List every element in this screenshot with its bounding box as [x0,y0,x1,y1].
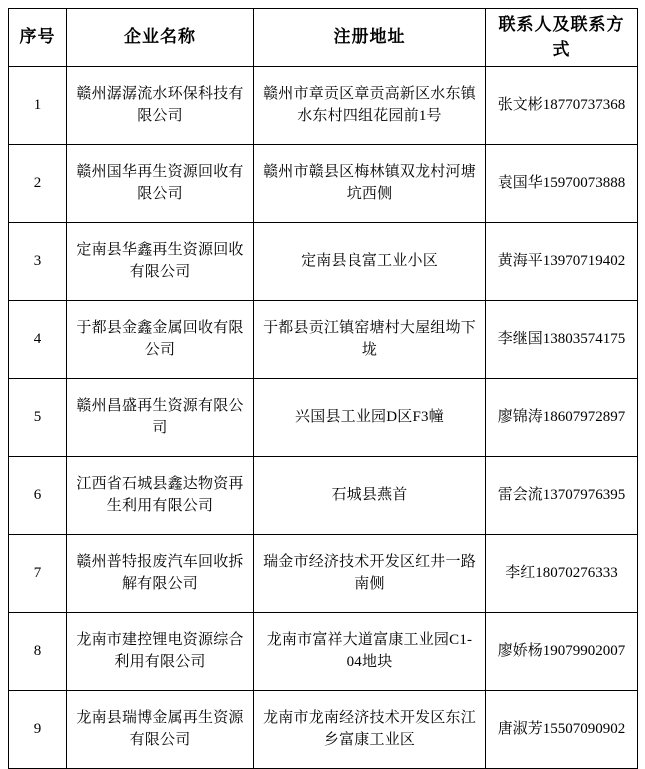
table-row [9,457,638,535]
cell-contact: 张文彬18770737368 [486,67,638,145]
table-row [9,145,638,223]
table-header [9,9,638,67]
cell-address: 瑞金市经济技术开发区红井一路南侧 [254,535,486,613]
cell-address: 赣州市章贡区章贡高新区水东镇水东村四组花园前1号 [254,67,486,145]
cell-contact: 雷会流13707976395 [486,457,638,535]
table-body [9,67,638,769]
cell-company-name: 龙南市建控锂电资源综合利用有限公司 [67,613,254,691]
cell-company-name: 赣州国华再生资源回收有限公司 [67,145,254,223]
column-header-company-name: 企业名称 [67,9,254,67]
cell-contact: 李红18070276333 [486,535,638,613]
cell-address: 石城县燕首 [254,457,486,535]
column-header-contact: 联系人及联系方式 [486,9,638,67]
cell-index: 3 [9,223,67,301]
cell-company-name: 赣州潺潺流水环保科技有限公司 [67,67,254,145]
cell-index: 8 [9,613,67,691]
cell-contact: 廖娇杨19079902007 [486,613,638,691]
cell-index: 1 [9,67,67,145]
cell-index: 7 [9,535,67,613]
cell-contact: 李继国13803574175 [486,301,638,379]
table-header-row [9,9,638,67]
cell-company-name: 于都县金鑫金属回收有限公司 [67,301,254,379]
company-table [8,8,638,769]
cell-company-name: 赣州普特报废汽车回收拆解有限公司 [67,535,254,613]
cell-index: 4 [9,301,67,379]
cell-address: 龙南市富祥大道富康工业园C1-04地块 [254,613,486,691]
cell-index: 9 [9,691,67,769]
table-row [9,691,638,769]
cell-address: 龙南市龙南经济技术开发区东江乡富康工业区 [254,691,486,769]
cell-address: 于都县贡江镇窑塘村大屋组坳下垅 [254,301,486,379]
cell-company-name: 赣州昌盛再生资源有限公司 [67,379,254,457]
table-row [9,223,638,301]
cell-address: 赣州市赣县区梅林镇双龙村河塘坑西侧 [254,145,486,223]
cell-address: 兴国县工业园D区F3幢 [254,379,486,457]
cell-contact: 袁国华15970073888 [486,145,638,223]
cell-address: 定南县良富工业小区 [254,223,486,301]
table-row [9,379,638,457]
cell-company-name: 江西省石城县鑫达物资再生利用有限公司 [67,457,254,535]
table-row [9,301,638,379]
cell-index: 2 [9,145,67,223]
cell-company-name: 定南县华鑫再生资源回收有限公司 [67,223,254,301]
cell-contact: 廖锦涛18607972897 [486,379,638,457]
cell-contact: 唐淑芳15507090902 [486,691,638,769]
column-header-index: 序号 [9,9,67,67]
table-row [9,613,638,691]
table-row [9,67,638,145]
column-header-address: 注册地址 [254,9,486,67]
cell-index: 5 [9,379,67,457]
table-row [9,535,638,613]
cell-index: 6 [9,457,67,535]
cell-contact: 黄海平13970719402 [486,223,638,301]
cell-company-name: 龙南县瑞博金属再生资源有限公司 [67,691,254,769]
